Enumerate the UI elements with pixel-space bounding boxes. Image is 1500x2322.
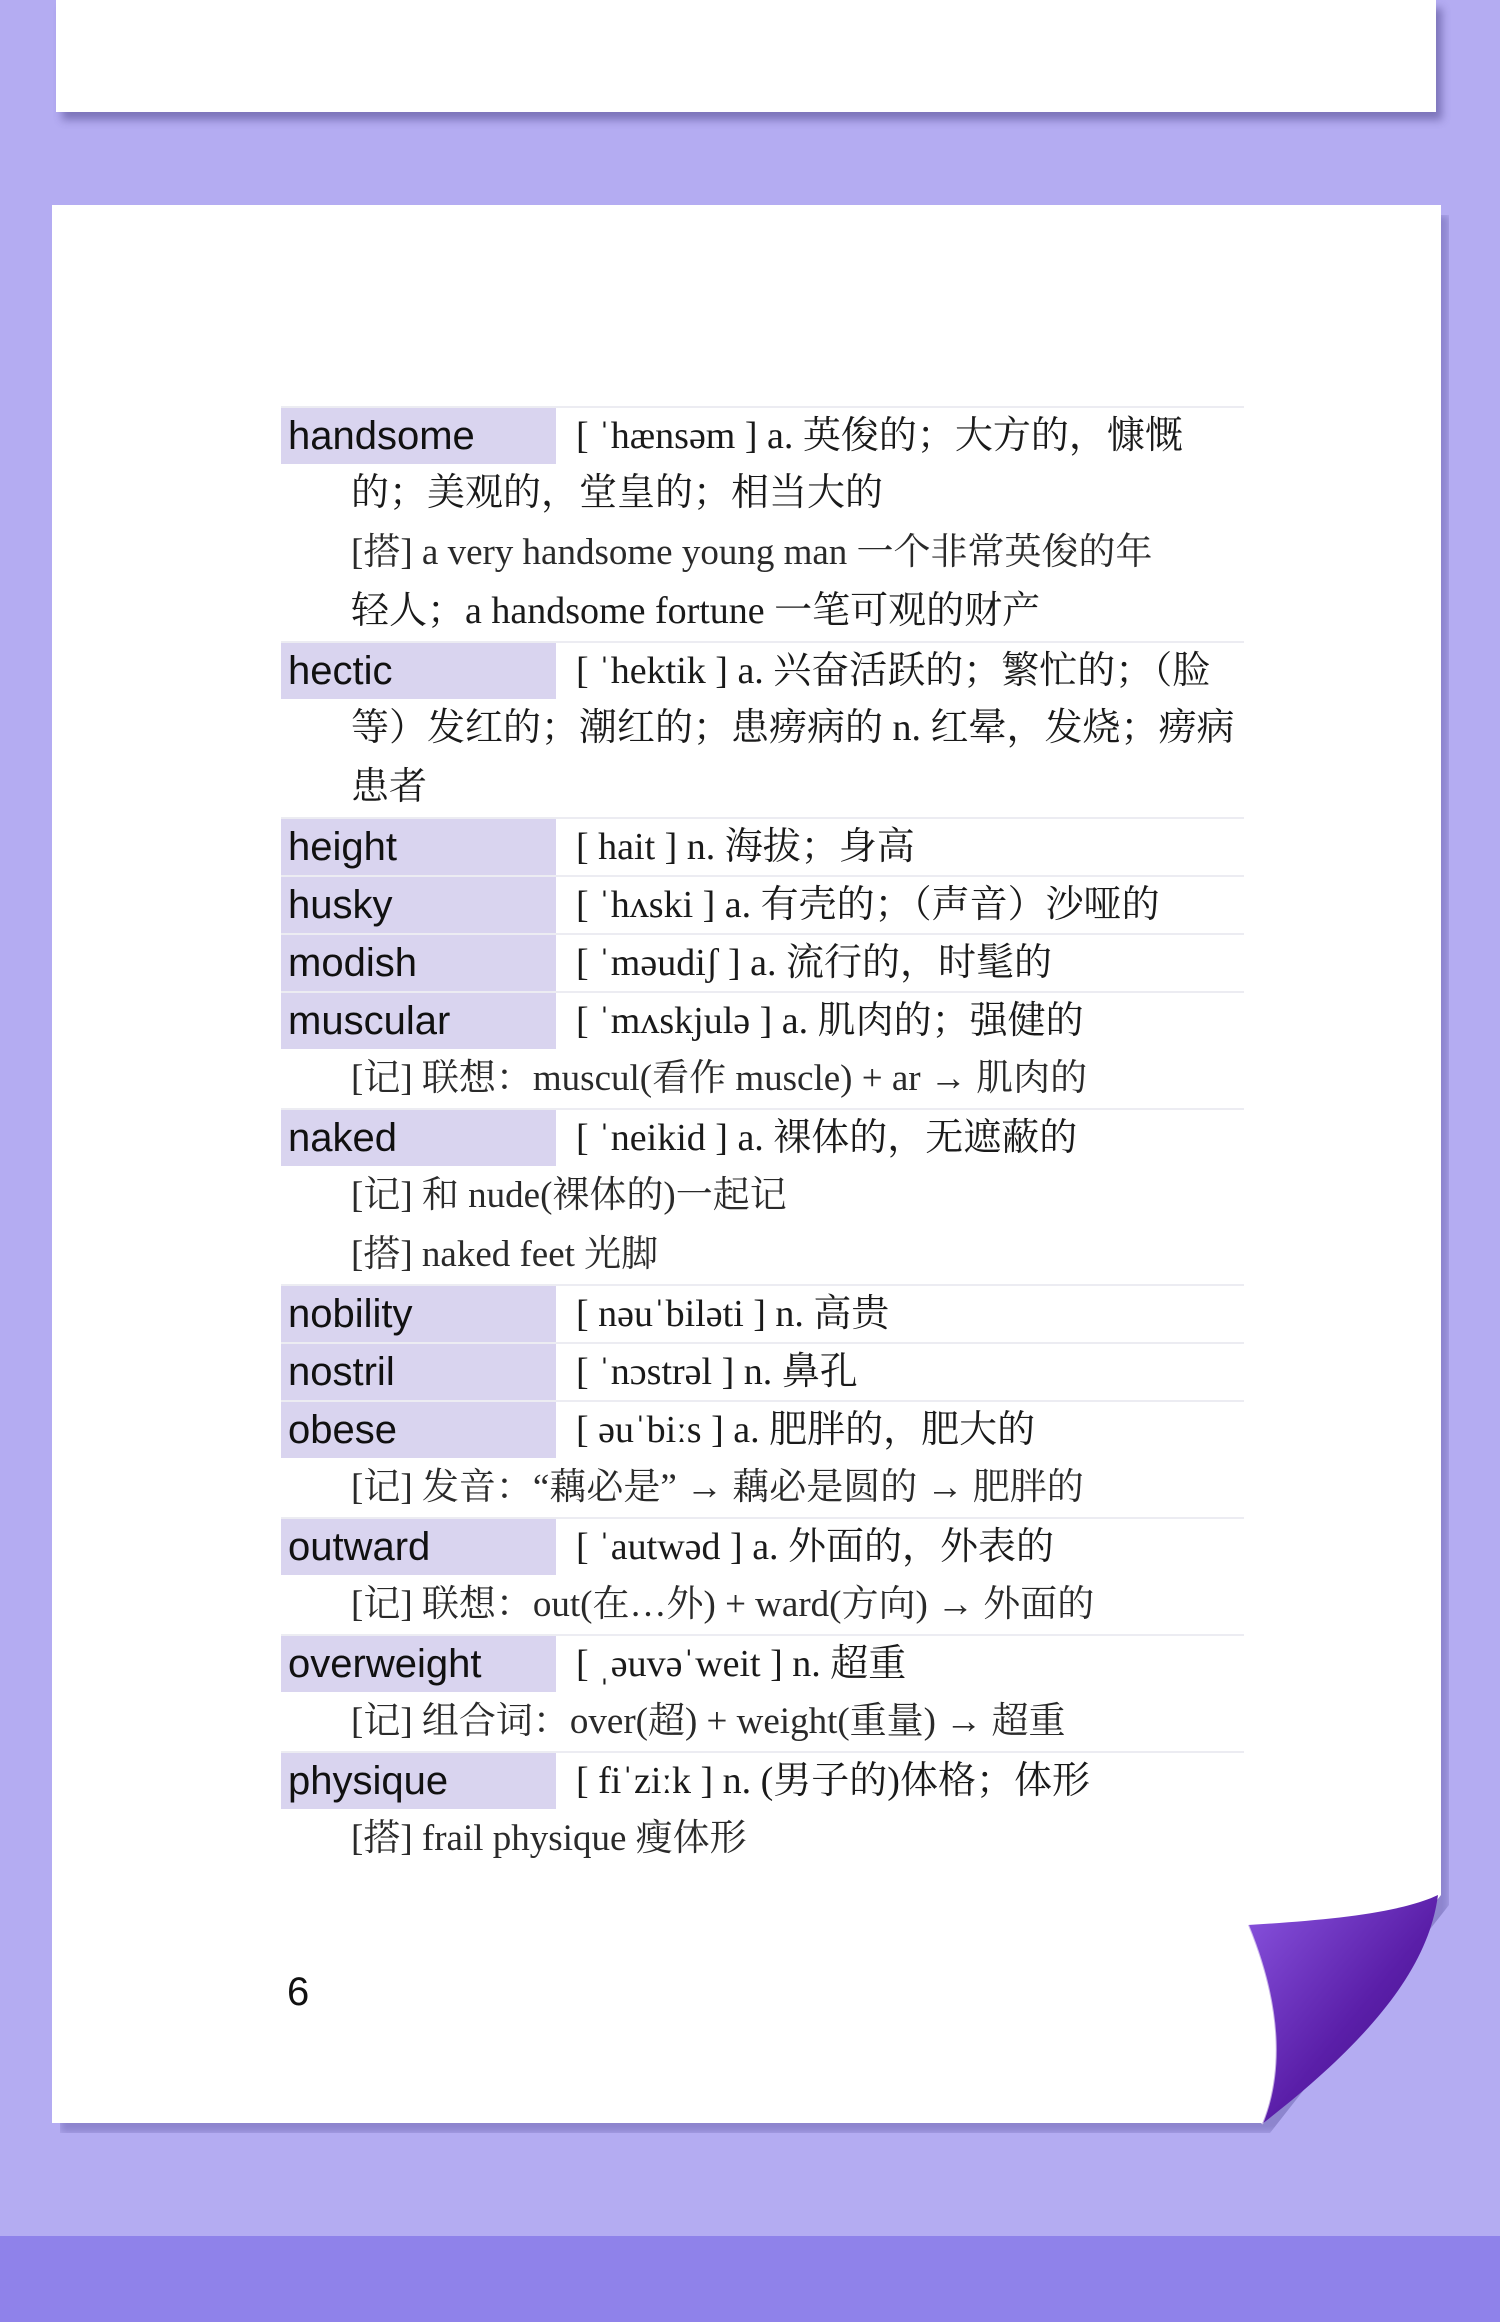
vocab-entry <box>281 1108 1244 1284</box>
usage-note: [记] 和 nude(裸体的)一起记 <box>351 1175 787 1216</box>
page-number: 6 <box>287 1970 310 2014</box>
vocab-entry <box>281 1517 1244 1634</box>
definition: [ ˈhʌski ] a. 有壳的；（声音）沙哑的 <box>576 884 1160 926</box>
bottom-band <box>0 2236 1500 2322</box>
entry-head-row <box>281 991 1244 1049</box>
vocab-entry <box>281 1634 1244 1751</box>
usage-note: [记] 发音：“藕必是” → 藕必是圆的 → 肥胖的 <box>351 1467 1084 1508</box>
usage-note: [记] 联想：out(在…外) + ward(方向) → 外面的 <box>351 1584 1095 1625</box>
headword: height <box>281 819 556 875</box>
definition-continuation: 等）发红的；潮红的；患痨病的 n. 红晕，发烧；痨病 <box>351 707 1235 749</box>
entry-head-row <box>281 1108 1244 1166</box>
vocab-entry <box>281 1284 1244 1342</box>
page-curl-icon <box>1240 1895 1450 2130</box>
usage-note: [搭] a very handsome young man 一个非常英俊的年 <box>351 532 1153 573</box>
entry-head-row <box>281 406 1244 464</box>
entry-list <box>281 406 1244 1868</box>
entry-head-row <box>281 817 1244 875</box>
headword: husky <box>281 877 556 933</box>
headword: hectic <box>281 643 556 699</box>
vocab-entry <box>281 1342 1244 1400</box>
vocab-entry <box>281 1751 1244 1868</box>
entry-head-row <box>281 1284 1244 1342</box>
definition-continuation: 轻人；a handsome fortune 一笔可观的财产 <box>351 590 1041 632</box>
headword: nobility <box>281 1286 556 1342</box>
entry-head-row <box>281 1751 1244 1809</box>
definition: [ ˌəuvəˈweit ] n. 超重 <box>576 1643 907 1685</box>
headword: naked <box>281 1110 556 1166</box>
definition: [ ˈmʌskjulə ] a. 肌肉的；强健的 <box>576 1000 1084 1042</box>
definition: [ nəuˈbiləti ] n. 高贵 <box>576 1293 890 1335</box>
definition: [ ˈnɔstrəl ] n. 鼻孔 <box>576 1351 858 1393</box>
previous-page-edge <box>56 0 1436 112</box>
vocab-entry <box>281 406 1244 641</box>
headword: muscular <box>281 993 556 1049</box>
entry-head-row <box>281 1400 1244 1458</box>
usage-note: [记] 组合词：over(超) + weight(重量) → 超重 <box>351 1701 1066 1742</box>
entry-head-row <box>281 1517 1244 1575</box>
usage-note: [搭] frail physique 瘦体形 <box>351 1818 747 1859</box>
vocab-entry <box>281 875 1244 933</box>
headword: modish <box>281 935 556 991</box>
definition: [ fiˈziːk ] n. (男子的)体格；体形 <box>576 1760 1090 1802</box>
headword: handsome <box>281 408 556 464</box>
entry-head-row <box>281 933 1244 991</box>
vocab-entry <box>281 641 1244 817</box>
headword: nostril <box>281 1344 556 1400</box>
vocab-entry <box>281 991 1244 1108</box>
headword: obese <box>281 1402 556 1458</box>
vocab-entry <box>281 1400 1244 1517</box>
definition-continuation: 的；美观的，堂皇的；相当大的 <box>351 472 884 514</box>
definition: [ ˈhektik ] a. 兴奋活跃的；繁忙的；（脸 <box>576 650 1211 692</box>
vocab-entry <box>281 817 1244 875</box>
entry-head-row <box>281 875 1244 933</box>
definition: [ ˈneikid ] a. 裸体的，无遮蔽的 <box>576 1117 1078 1159</box>
entry-head-row <box>281 1634 1244 1692</box>
definition: [ ˈhænsəm ] a. 英俊的；大方的，慷慨 <box>576 415 1183 457</box>
usage-note: [记] 联想：muscul(看作 muscle) + ar → 肌肉的 <box>351 1058 1088 1099</box>
definition: [ ˈməudiʃ ] a. 流行的，时髦的 <box>576 942 1052 984</box>
definition: [ ˈautwəd ] a. 外面的，外表的 <box>576 1526 1055 1568</box>
definition: [ əuˈbiːs ] a. 肥胖的，肥大的 <box>576 1409 1036 1451</box>
headword: outward <box>281 1519 556 1575</box>
definition-continuation: 患者 <box>351 766 428 808</box>
entry-head-row <box>281 641 1244 699</box>
headword: overweight <box>281 1636 556 1692</box>
entry-head-row <box>281 1342 1244 1400</box>
definition: [ hait ] n. 海拔；身高 <box>576 826 915 868</box>
vocab-entry <box>281 933 1244 991</box>
usage-note: [搭] naked feet 光脚 <box>351 1234 659 1275</box>
headword: physique <box>281 1753 556 1809</box>
